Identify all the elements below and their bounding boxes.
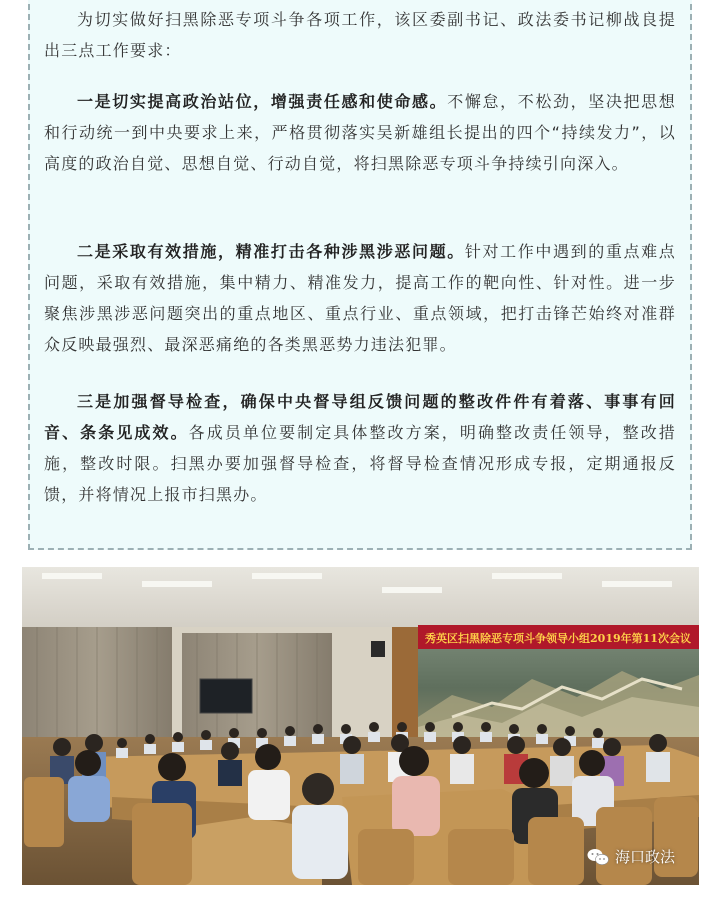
tv-screen [200, 679, 252, 713]
point-two-paragraph [44, 236, 676, 360]
ceiling-light [142, 581, 212, 587]
point-one-paragraph [44, 86, 676, 179]
point-three-heading: 三是加强督导检查，确保中央督导组反馈问题的整改件件有着落、事事有回音、条条见成效。 [44, 392, 676, 442]
ceiling-light [382, 587, 442, 593]
wechat-icon [587, 848, 609, 866]
wood-pillar [392, 627, 418, 739]
ceiling-light [602, 581, 672, 587]
meeting-photo [22, 567, 699, 885]
point-three-paragraph [44, 386, 676, 510]
ceiling-light [492, 573, 562, 579]
speaker [371, 641, 385, 657]
intro-paragraph: 为切实做好扫黑除恶专项斗争各项工作，该区委副书记、政法委书记柳战良提出三点工作要求： [44, 10, 676, 60]
watermark-text: 海口政法 [614, 848, 675, 866]
meeting-photo-illustration [22, 567, 699, 885]
point-three-body: 各成员单位要制定具体整改方案，明确整改责任领导，整改措施，整改时限。扫黑办要加强督导检查，将督导检查情况形成专报，定期通报反馈，并将情况上报市扫黑办。 [44, 423, 676, 504]
meeting-banner-text: 秀英区扫黑除恶专项斗争领导小组2019年第11次会议 [425, 632, 691, 645]
ceiling-light [42, 573, 102, 579]
point-one-heading: 一是切实提高政治站位，增强责任感和使命感。 [77, 92, 448, 111]
point-two-body: 针对工作中遇到的重点难点问题，采取有效措施，集中精力、精准发力，提高工作的靶向性、针对性。进一步聚焦涉黑涉恶问题突出的重点地区、重点行业、重点领域，把打击锋芒始终对准群众反映最强烈、最深恶痛绝的各类黑恶势力违法犯罪。 [44, 242, 676, 354]
watermark [587, 846, 675, 867]
ceiling-light [252, 573, 322, 579]
point-one-body: 不懈怠，不松劲，坚决把思想和行动统一到中央要求上来，严格贯彻落实吴新雄组长提出的四个“持续发力”，以高度的政治自觉、思想自觉、行动自觉，将扫黑除恶专项斗争持续引向深入。 [44, 92, 676, 173]
point-two-heading: 二是采取有效措施，精准打击各种涉黑涉恶问题。 [77, 242, 465, 261]
